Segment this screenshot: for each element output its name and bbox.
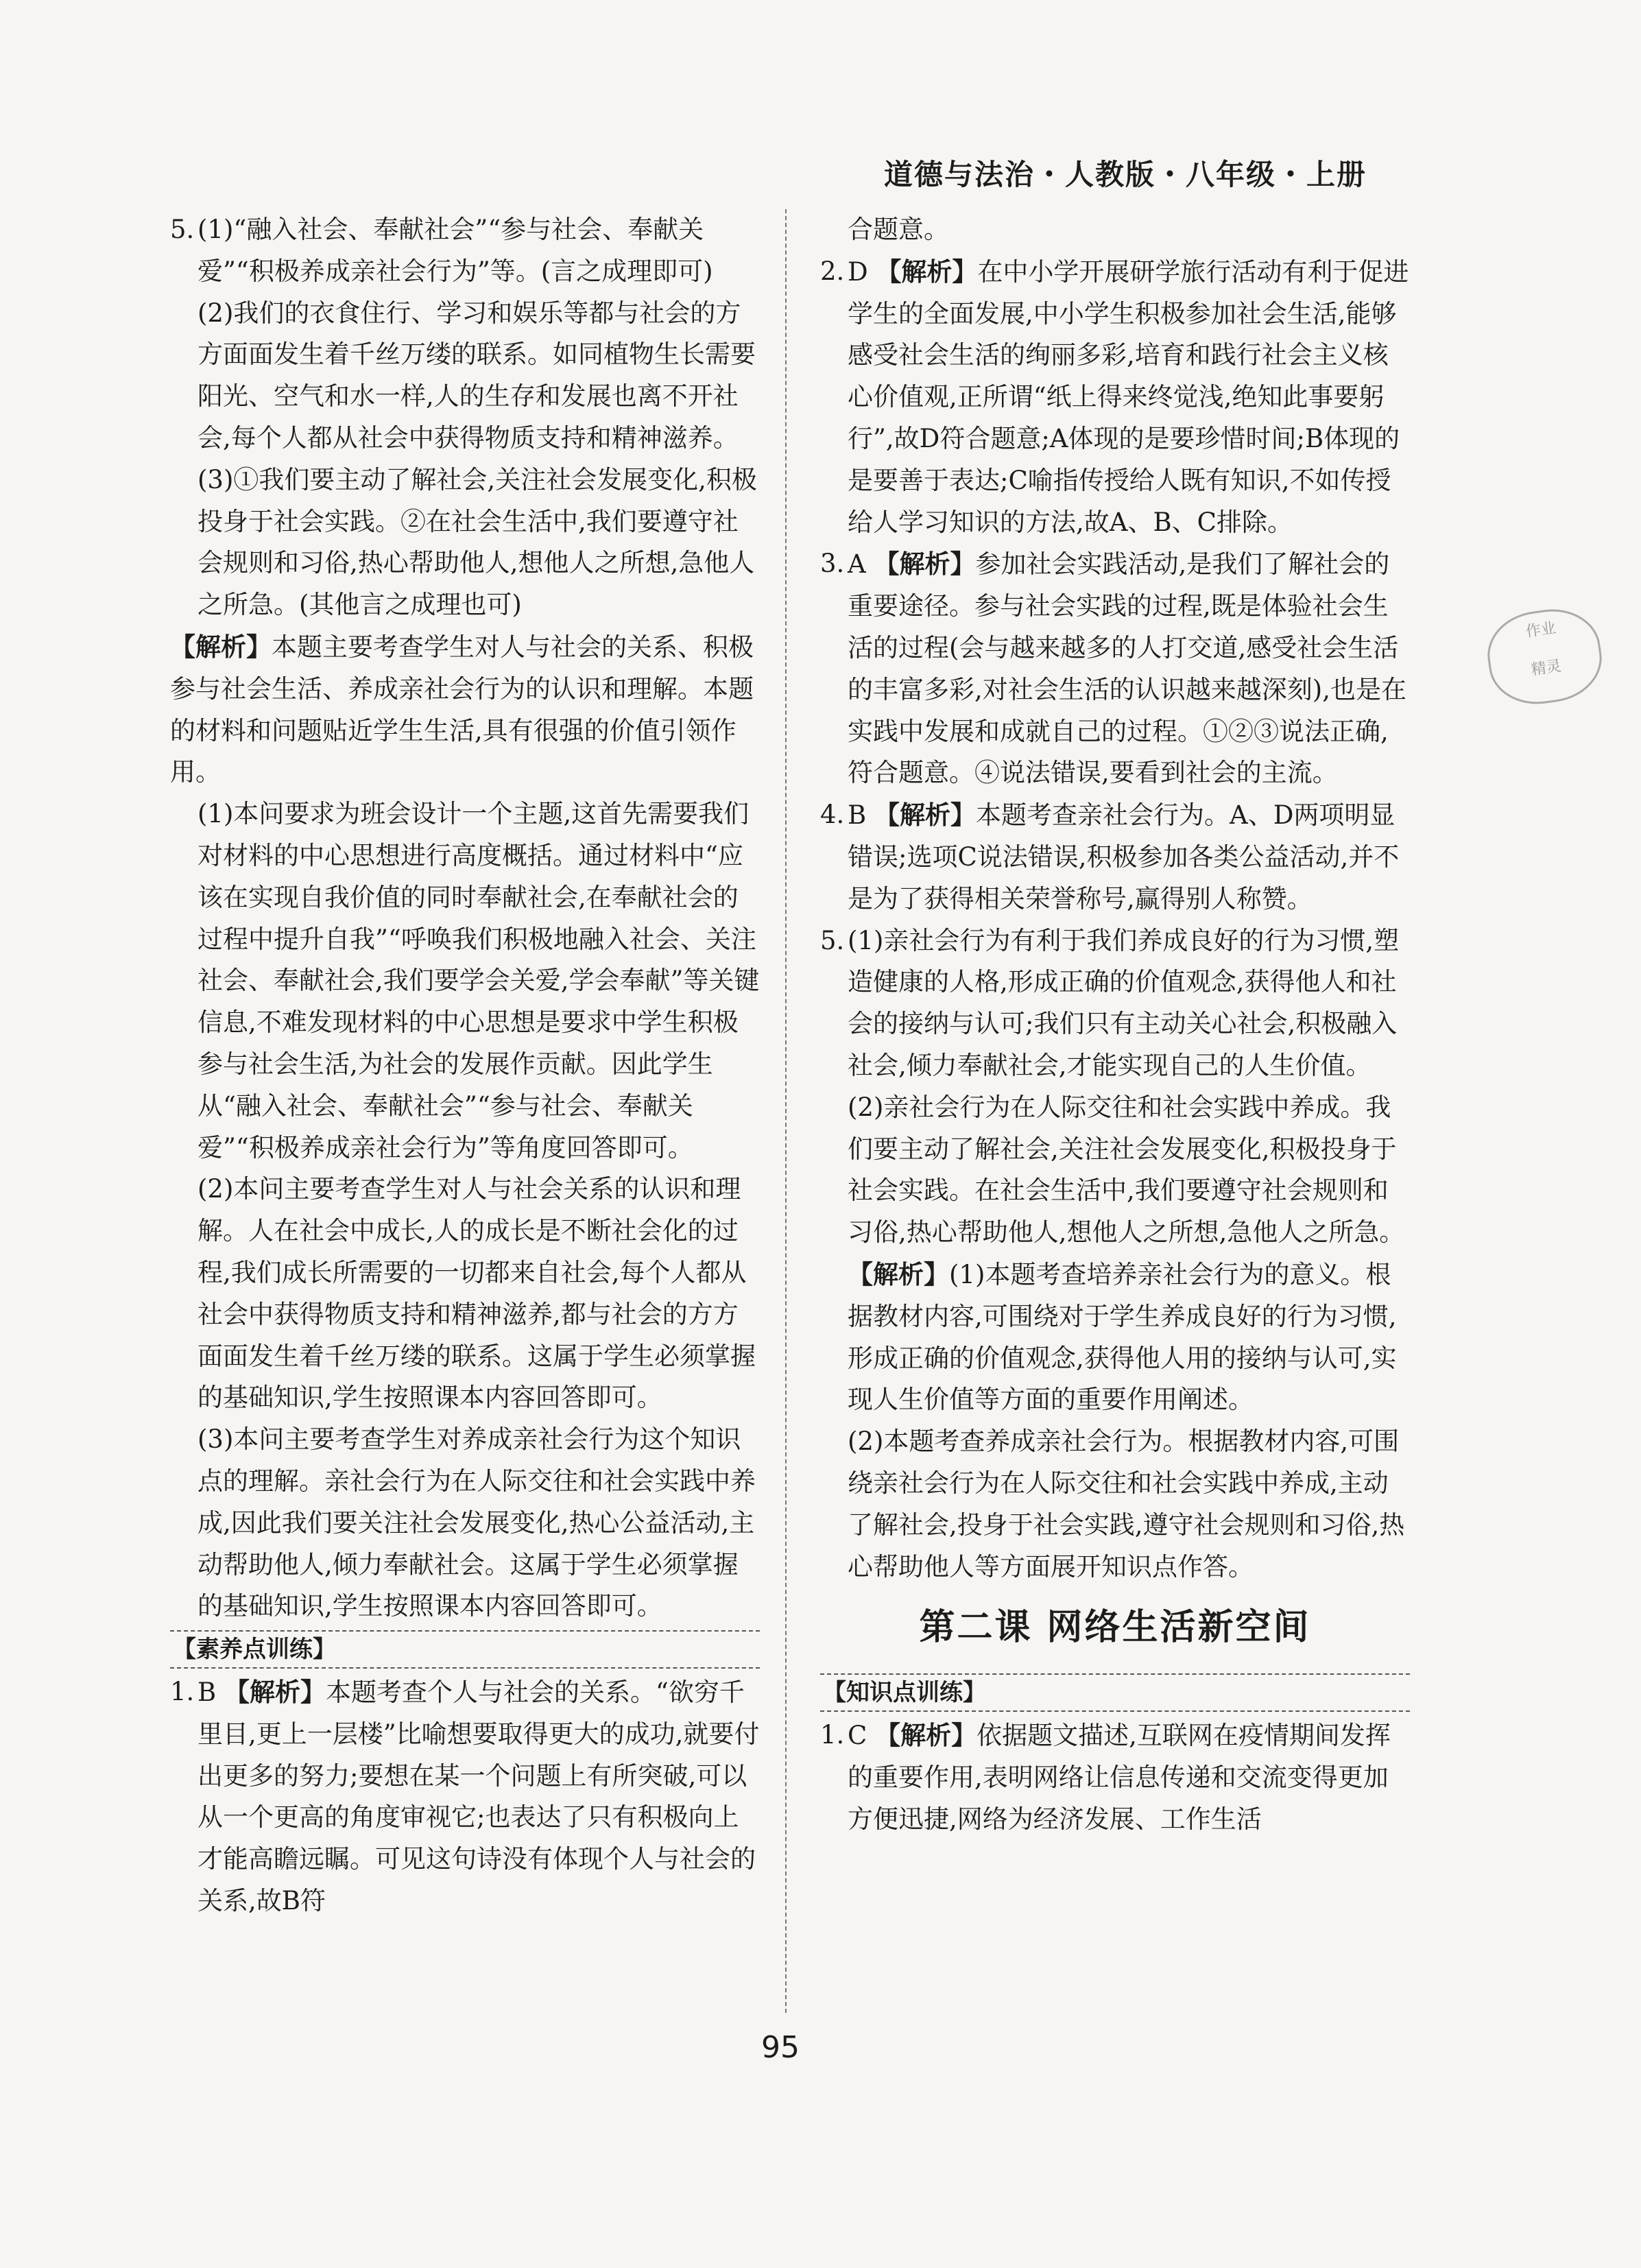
item-number: 5. — [170, 215, 195, 244]
analysis-part-2: (2)本题考查养成亲社会行为。根据教材内容,可围绕亲社会行为在人际交往和社会实践中养成,主动了解社会,投身于社会实践,遵守社会规则和习俗,热心帮助他人等方面展开知识点作答。 — [848, 1427, 1405, 1581]
analysis-text: 本题考查亲社会行为。A、D两项明显错误;选项C说法错误,积极参加各类公益活动,并不是为了获得相关荣誉称号,赢得别人称赞。 — [848, 800, 1400, 914]
item-number: 5. — [820, 925, 845, 955]
analysis-tag: 【解析】 — [224, 1677, 326, 1708]
page-header: 道德与法治・人教版・八年级・上册 — [883, 158, 1367, 191]
continued-text: 合题意。 — [848, 215, 949, 244]
analysis-part-3: (3)本问主要考查学生对养成亲社会行为这个知识点的理解。亲社会行为在人际交往和社会实践中养成,因此我们要关注社会发展变化,热心公益活动,主动帮助他人,倾力奉献社会。这属于学生必须掌握的基础知识,学生按照课本内容回答即可。 — [197, 1424, 756, 1621]
literacy-item-2 — [820, 251, 1410, 544]
analysis-part-1 — [820, 1254, 1410, 1421]
analysis-tag: 【解析】 — [875, 1720, 977, 1751]
analysis-tag: 【解析】 — [874, 800, 976, 831]
analysis-part-2: (2)本问主要考查学生对人与社会关系的认识和理解。人在社会中成长,人的成长是不断社会化的过程,我们成长所需要的一切都来自社会,每个人都从社会中获得物质支持和精神滋养,都与社会的方方面面发生着千丝万缕的联系。这属于学生必须掌握的基础知识,学生按照课本内容回答即可。 — [197, 1174, 756, 1413]
answer-letter: C — [848, 1721, 867, 1751]
item-number: 3. — [820, 549, 845, 579]
analysis-intro — [170, 626, 760, 793]
analysis-tag: 【解析】 — [848, 1258, 949, 1289]
literacy-item-1 — [170, 1671, 760, 1922]
item-number: 1. — [820, 1720, 845, 1750]
section-title-literacy: 【素养点训练】 — [170, 1630, 760, 1669]
literacy-item-4 — [820, 794, 1410, 920]
answer-item-5 — [170, 209, 760, 293]
analysis-text: 本题考查个人与社会的关系。“欲穷千里目,更上一层楼”比喻想要取得更大的成功,就要付出更多的努力;要想在某一个问题上有所突破,可以从一个更高的角度审视它;也表达了只有积极向上才能高瞻远瞩。可见这句诗没有体现个人与社会的关系,故B符 — [197, 1678, 760, 1916]
literacy-item-5 — [820, 920, 1410, 1087]
analysis-part-1: (1)本问要求为班会设计一个主题,这首先需要我们对材料的中心思想进行高度概括。通过材料中“应该在实现自我价值的同时奉献社会,在奉献社会的过程中提升自我”“呼唤我们积极地融入社会、关注社会、奉献社会,我们要学会关爱,学会奉献”等关键信息,不难发现材料的中心思想是要求中学生积极参与社会生活,为社会的发展作贡献。因此学生从“融入社会、奉献社会”“参与社会、奉献关爱”“积极养成亲社会行为”等角度回答即可。 — [197, 799, 760, 1162]
answer-letter: A — [848, 549, 866, 580]
item-number: 4. — [820, 800, 845, 830]
right-column — [820, 209, 1410, 1840]
item-number: 2. — [820, 256, 845, 286]
analysis-intro-text: 本题主要考查学生对人与社会的关系、积极参与社会生活、养成亲社会行为的认识和理解。本题的材料和问题贴近学生生活,具有很强的价值引领作用。 — [170, 632, 754, 787]
stamp-line1: 作业 — [1524, 619, 1557, 641]
homework-stamp — [1482, 603, 1607, 711]
analysis-text: (1)本题考查培养亲社会行为的意义。根据教材内容,可围绕对于学生养成良好的行为习惯,形成正确的价值观念,获得他人用的接纳与认可,实现人生价值等方面的重要作用阐述。 — [848, 1259, 1397, 1415]
column-divider — [785, 209, 787, 2013]
answer-part-1: (1)亲社会行为有利于我们养成良好的行为习惯,塑造健康的人格,形成正确的价值观念,获得他人和社会的接纳与认可;我们只有主动关心社会,积极融入社会,倾力奉献社会,才能实现自己的人生价值。 — [848, 925, 1400, 1080]
answer-part-3: (3)①我们要主动了解社会,关注社会发展变化,积极投身于社会实践。②在社会生活中,我们要遵守社会规则和习俗,热心帮助他人,想他人之所想,急他人之所急。(其他言之成理也可) — [197, 464, 757, 620]
item-number: 1. — [170, 1677, 195, 1707]
lesson-title: 第二课 网络生活新空间 — [919, 1607, 1311, 1649]
analysis-tag: 【解析】 — [874, 549, 976, 580]
analysis-text: 依据题文描述,互联网在疫情期间发挥的重要作用,表明网络让信息传递和交流变得更加方便迅捷,网络为经济发展、工作生活 — [848, 1721, 1391, 1834]
answer-part-2: (2)我们的衣食住行、学习和娱乐等都与社会的方方面面发生着千丝万缕的联系。如同植物生长需要阳光、空气和水一样,人的生存和发展也离不开社会,每个人都从社会中获得物质支持和精神滋养。 — [197, 298, 756, 453]
answer-part-1: (1)“融入社会、奉献社会”“参与社会、奉献关爱”“积极养成亲社会行为”等。(言之成理即可) — [197, 215, 713, 286]
analysis-tag: 【解析】 — [876, 256, 978, 287]
analysis-text: 参加社会实践活动,是我们了解社会的重要途径。参与社会实践的过程,既是体验社会生活的过程(会与越来越多的人打交道,感受社会生活的丰富多彩,对社会生活的认识越来越深刻),也是在实践中发展和成就自己的过程。①②③说法正确,符合题意。④说法错误,要看到社会的主流。 — [848, 549, 1406, 788]
answer-letter: B — [197, 1678, 217, 1708]
page-number: 95 — [761, 2030, 800, 2065]
literacy-item-3 — [820, 543, 1410, 794]
answer-letter: B — [848, 800, 867, 831]
answer-part-2: (2)亲社会行为在人际交往和社会实践中养成。我们要主动了解社会,关注社会发展变化,积极投身于社会实践。在社会生活中,我们要遵守社会规则和习俗,热心帮助他人,想他人之所想,急他人之所急。 — [848, 1092, 1405, 1248]
knowledge-item-1 — [820, 1715, 1410, 1840]
left-column — [170, 209, 760, 1922]
answer-letter: D — [848, 256, 868, 287]
stamp-line2: 精灵 — [1530, 657, 1563, 679]
analysis-tag: 【解析】 — [170, 631, 272, 662]
section-title-knowledge: 【知识点训练】 — [820, 1673, 1410, 1712]
analysis-text: 在中小学开展研学旅行活动有利于促进学生的全面发展,中小学生积极参加社会生活,能够感受社会生活的绚丽多彩,培育和践行社会主义核心价值观,正所谓“纸上得来终觉浅,绝知此事要躬行”,故D符合题意;A体现的是要珍惜时间;B体现的是要善于表达;C喻指传授给人既有知识,不如传授给人学习知识的方法,故A、B、C排除。 — [848, 256, 1409, 537]
